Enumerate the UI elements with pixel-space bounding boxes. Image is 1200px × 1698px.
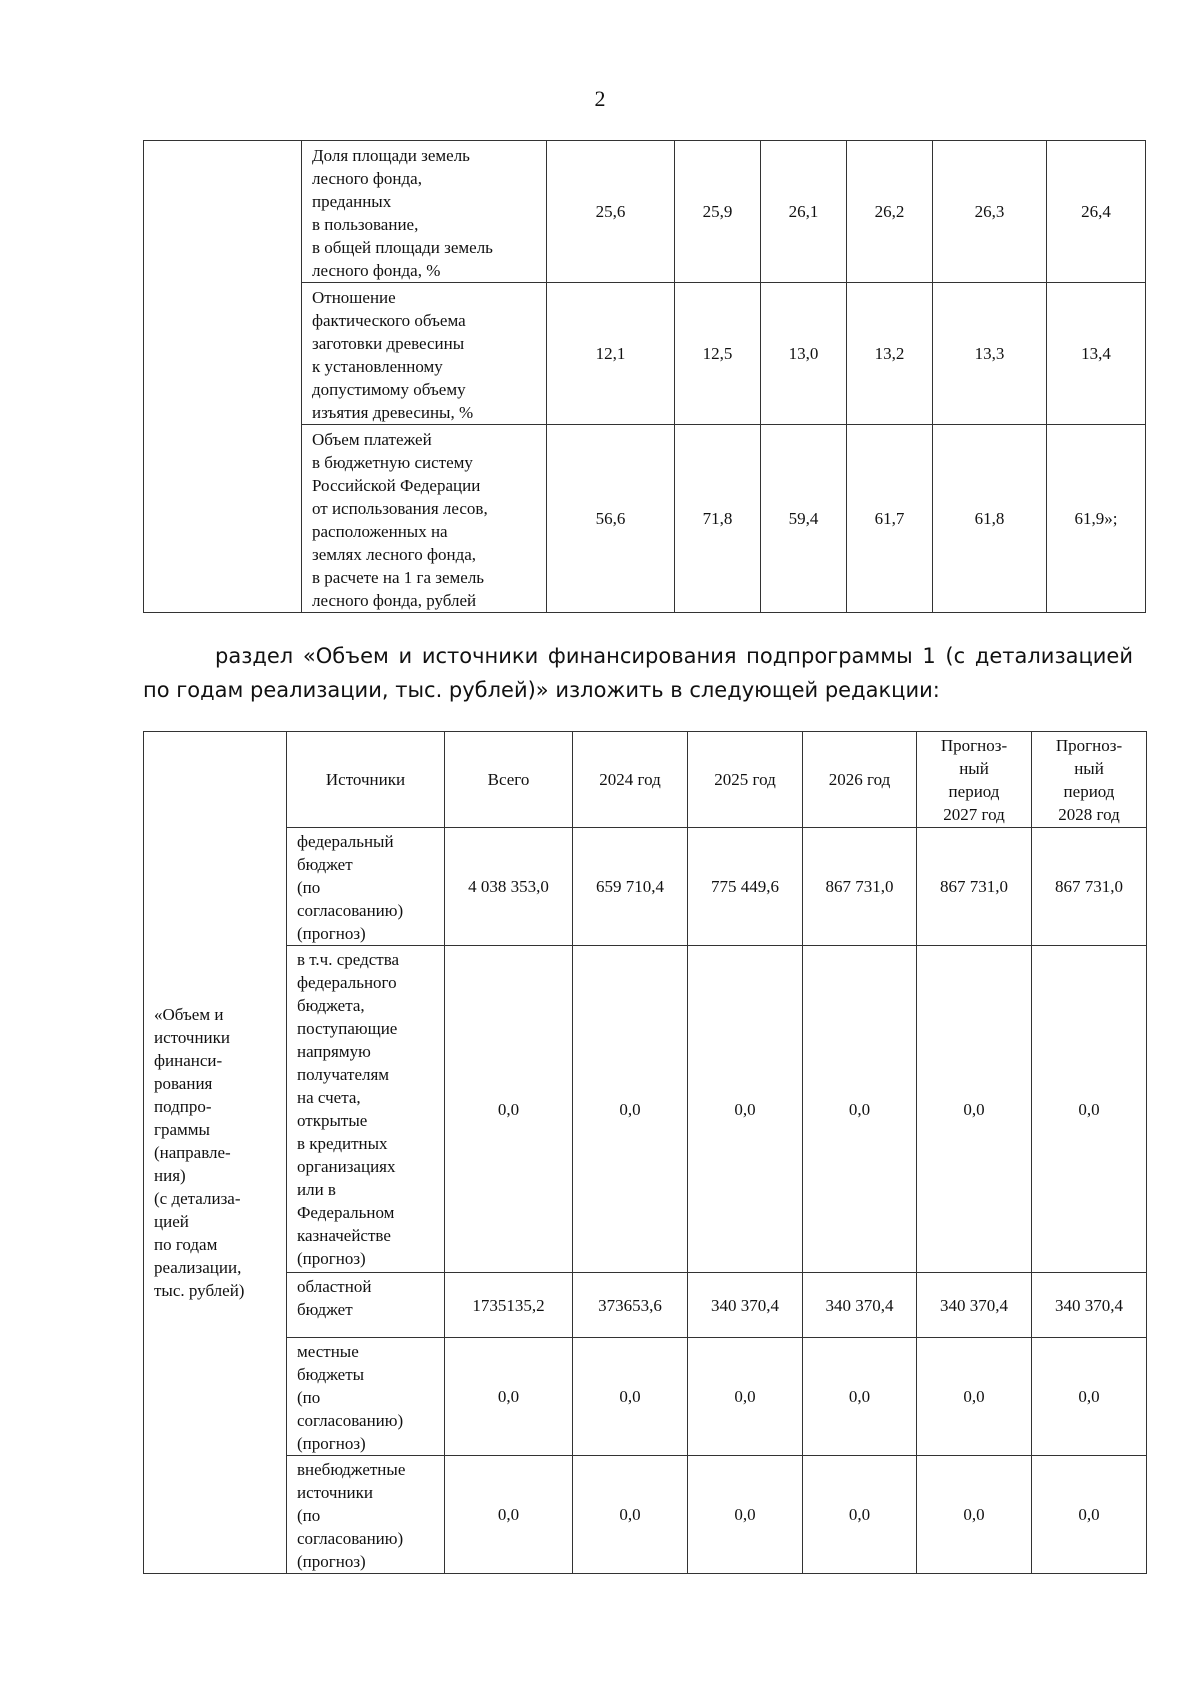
column-header: Прогноз- ный период 2027 год (917, 732, 1032, 828)
table-cell: 340 370,4 (803, 1273, 917, 1338)
column-header: Источники (287, 732, 445, 828)
table-cell: 0,0 (803, 1456, 917, 1574)
table-cell: 59,4 (761, 425, 847, 613)
indicator-label: Доля площади земель лесного фонда, преданных в пользование, в общей площади земель лесного фонда, % (302, 141, 547, 283)
table-row (144, 1338, 1147, 1456)
table-row (144, 1456, 1147, 1574)
table-cell: 26,3 (933, 141, 1047, 283)
table-cell: 61,9»; (1047, 425, 1146, 613)
table-cell: 13,4 (1047, 283, 1146, 425)
table-cell: 61,7 (847, 425, 933, 613)
table-cell: 0,0 (573, 1338, 688, 1456)
table-cell: 25,9 (675, 141, 761, 283)
table-cell: 12,1 (547, 283, 675, 425)
table-row (144, 946, 1147, 1273)
financing-section-label: «Объем и источники финанси- рования подпро- граммы (направле- ния) (с детализа- цией по годам реализации, тыс. рублей) (144, 732, 287, 1574)
table-cell: 0,0 (688, 946, 803, 1273)
table-cell: 0,0 (1032, 1338, 1147, 1456)
empty-left-cell (144, 141, 302, 613)
source-label: в т.ч. средства федерального бюджета, поступающие напрямую получателям на счета, открытые в кредитных организациях или в Федеральном казначействе (прогноз) (287, 946, 445, 1273)
column-header: 2025 год (688, 732, 803, 828)
table-cell: 340 370,4 (917, 1273, 1032, 1338)
table-cell: 659 710,4 (573, 828, 688, 946)
table-cell: 13,0 (761, 283, 847, 425)
table-cell: 61,8 (933, 425, 1047, 613)
table-cell: 0,0 (445, 1456, 573, 1574)
indicators-table (143, 140, 1146, 613)
column-header: 2026 год (803, 732, 917, 828)
table-cell: 0,0 (688, 1456, 803, 1574)
table-cell: 0,0 (573, 1456, 688, 1574)
table-row (144, 141, 1146, 283)
table-cell: 56,6 (547, 425, 675, 613)
table-cell: 373653,6 (573, 1273, 688, 1338)
table-cell: 26,1 (761, 141, 847, 283)
table-cell: 0,0 (573, 946, 688, 1273)
table-cell: 13,2 (847, 283, 933, 425)
table-cell: 71,8 (675, 425, 761, 613)
indicator-label: Объем платежей в бюджетную систему Российской Федерации от использования лесов, расположенных на землях лесного фонда, в расчете на 1 га земель лесного фонда, рублей (302, 425, 547, 613)
source-label: местные бюджеты (по согласованию) (прогноз) (287, 1338, 445, 1456)
table-cell: 25,6 (547, 141, 675, 283)
table-cell: 13,3 (933, 283, 1047, 425)
source-label: федеральный бюджет (по согласованию) (прогноз) (287, 828, 445, 946)
table-cell: 26,4 (1047, 141, 1146, 283)
source-label: внебюджетные источники (по согласованию) (прогноз) (287, 1456, 445, 1574)
table-cell: 867 731,0 (1032, 828, 1147, 946)
table-cell: 0,0 (688, 1338, 803, 1456)
table-cell: 340 370,4 (688, 1273, 803, 1338)
table-cell: 12,5 (675, 283, 761, 425)
table-cell: 775 449,6 (688, 828, 803, 946)
column-header: 2024 год (573, 732, 688, 828)
indicator-label: Отношение фактического объема заготовки древесины к установленному допустимому объему изъятия древесины, % (302, 283, 547, 425)
table-row (144, 828, 1147, 946)
financing-table (143, 731, 1147, 1574)
table-cell: 26,2 (847, 141, 933, 283)
table-cell: 0,0 (917, 1338, 1032, 1456)
column-header: Всего (445, 732, 573, 828)
header-row (144, 732, 1147, 828)
source-label: областной бюджет (287, 1273, 445, 1338)
amendment-paragraph: раздел «Объем и источники финансирования подпрограммы 1 (с детализацией по годам реализации, тыс. рублей)» изложить в следующей редакции: (143, 644, 1133, 702)
table-cell: 0,0 (445, 1338, 573, 1456)
table-row (144, 1273, 1147, 1338)
table-cell: 340 370,4 (1032, 1273, 1147, 1338)
table-cell: 0,0 (803, 1338, 917, 1456)
table-cell: 0,0 (917, 946, 1032, 1273)
table-cell: 0,0 (1032, 1456, 1147, 1574)
table-cell: 0,0 (445, 946, 573, 1273)
table-cell: 4 038 353,0 (445, 828, 573, 946)
column-header: Прогноз- ный период 2028 год (1032, 732, 1147, 828)
page-number: 2 (594, 86, 606, 111)
table-cell: 0,0 (803, 946, 917, 1273)
table-cell: 867 731,0 (803, 828, 917, 946)
table-cell: 867 731,0 (917, 828, 1032, 946)
table-cell: 1735135,2 (445, 1273, 573, 1338)
table-cell: 0,0 (1032, 946, 1147, 1273)
table-cell: 0,0 (917, 1456, 1032, 1574)
